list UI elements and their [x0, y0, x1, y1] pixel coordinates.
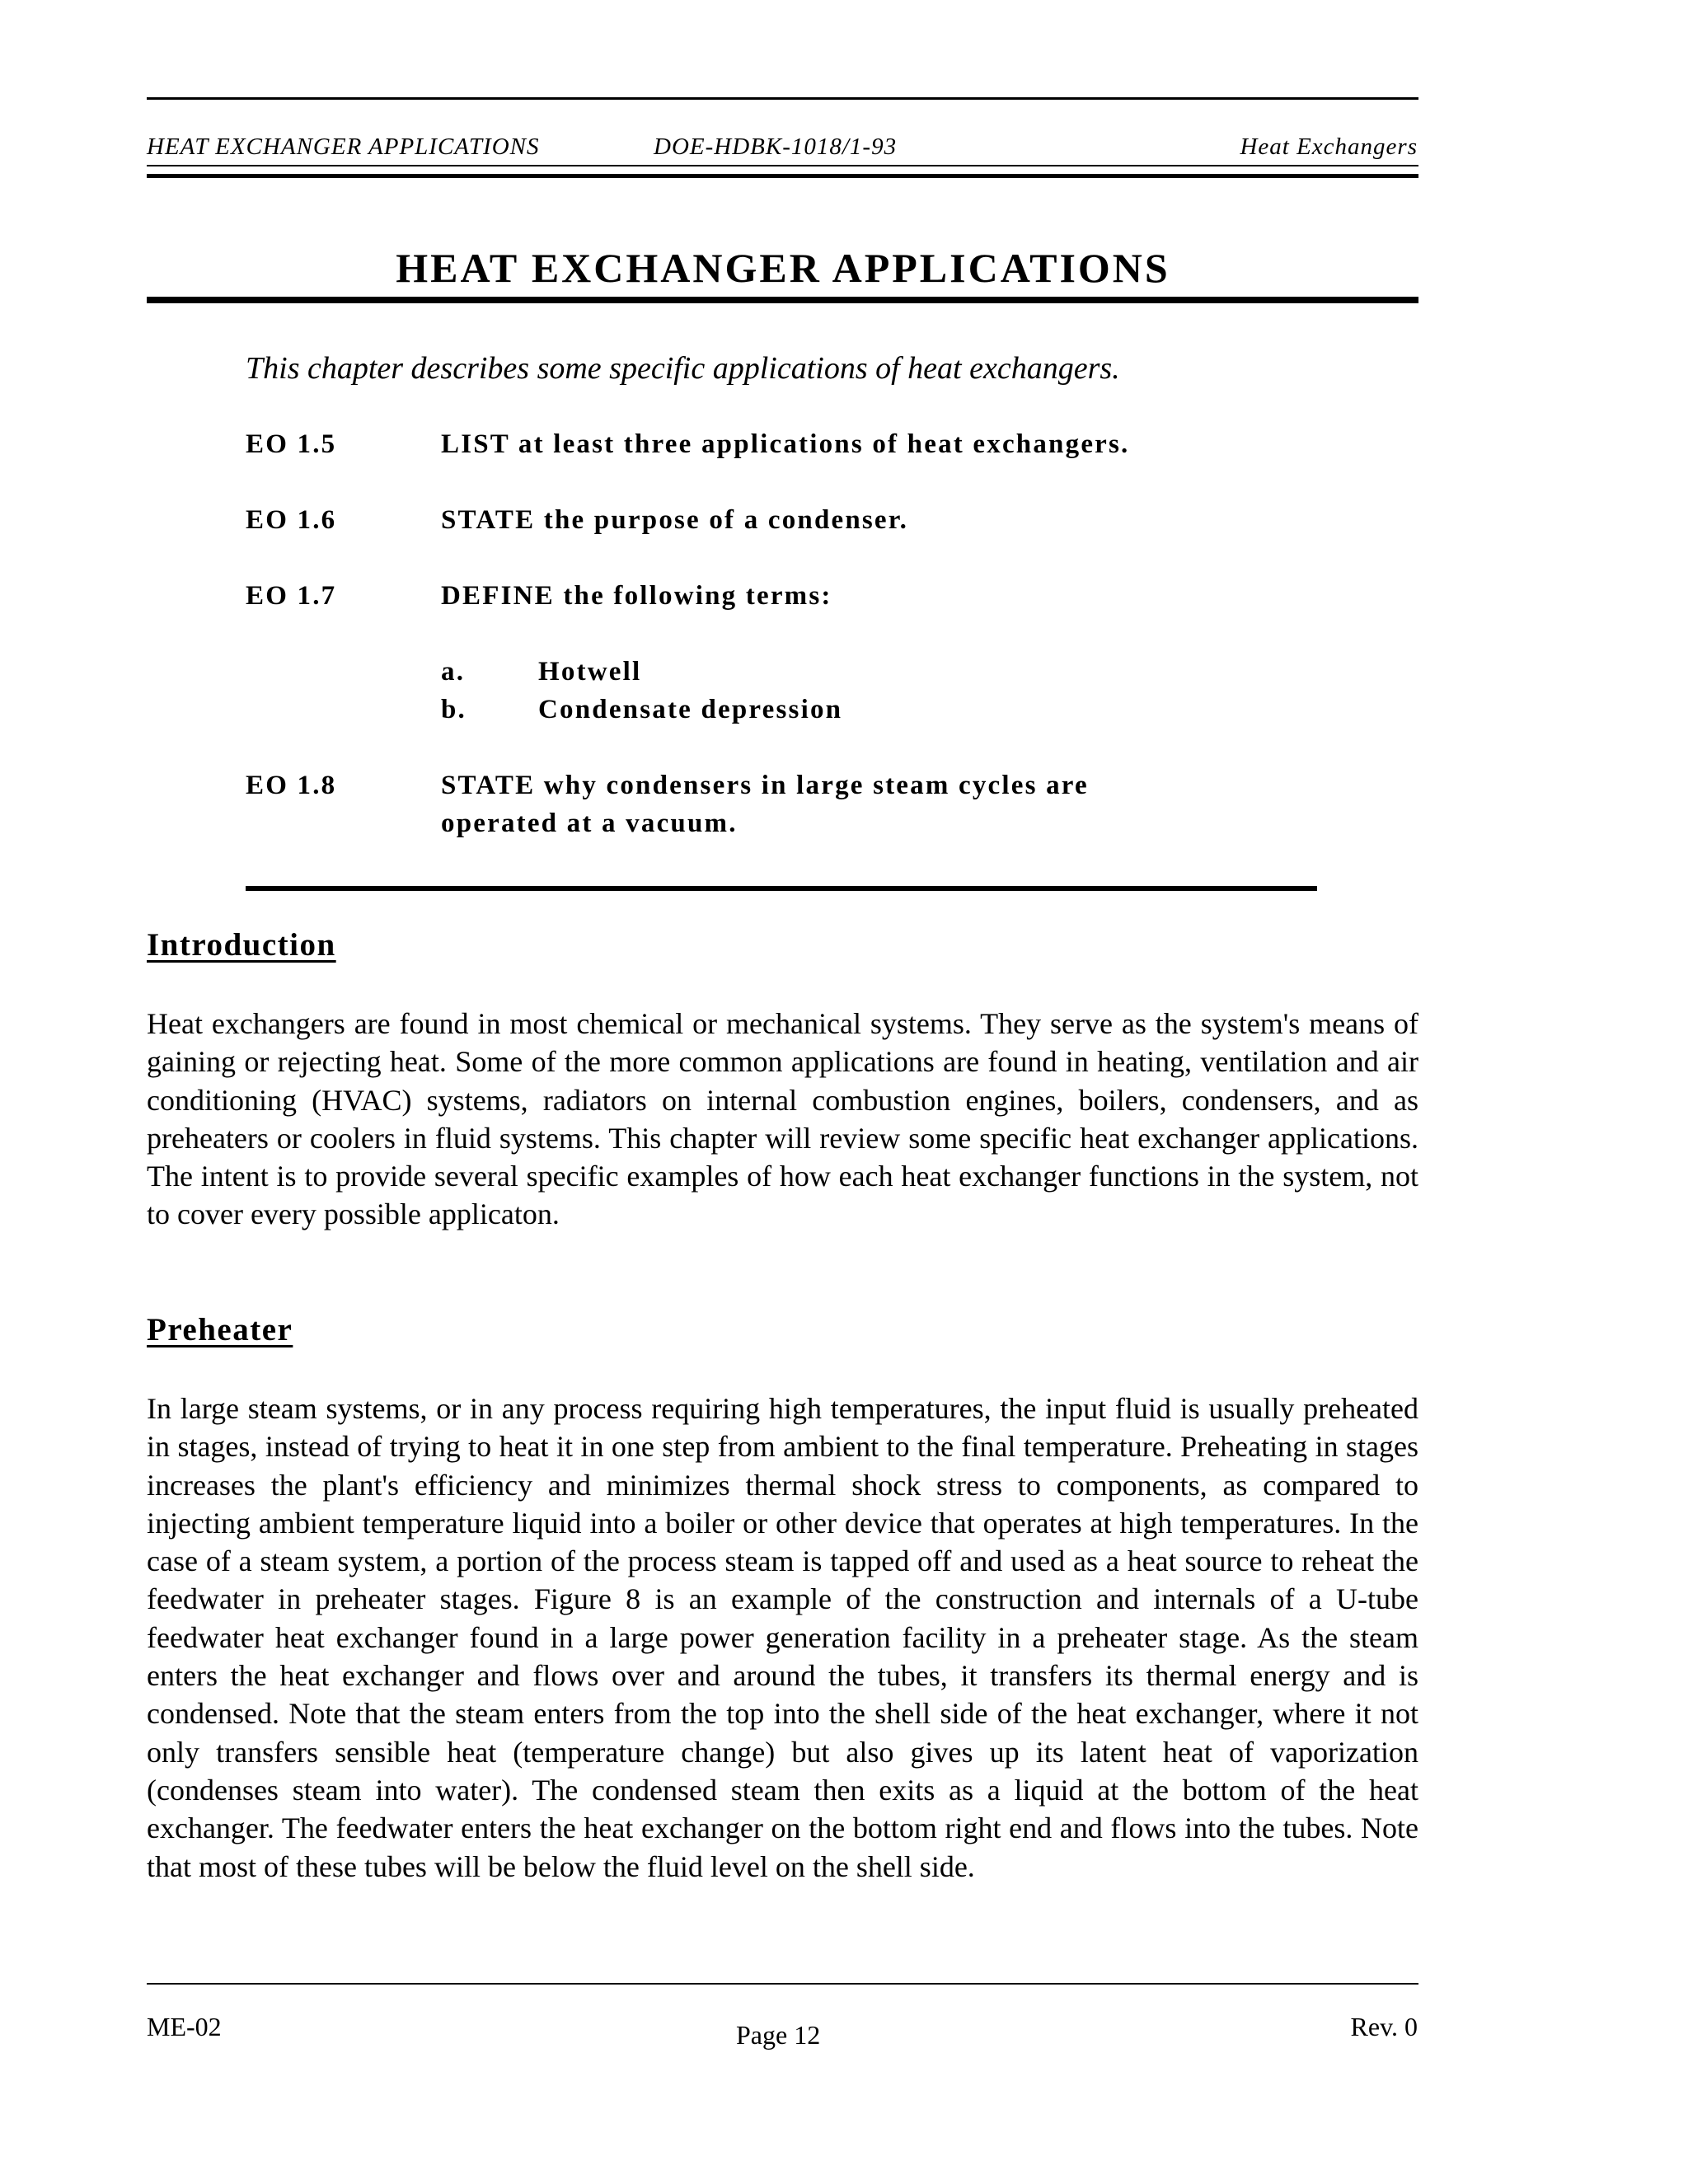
objective-text-line: STATE why condensers in large steam cycles are	[441, 771, 1089, 800]
header-left: HEAT EXCHANGER APPLICATIONS	[147, 134, 540, 160]
objective-number: EO 1.5	[246, 429, 337, 459]
term-text: Hotwell	[538, 657, 642, 687]
header-top-rule	[147, 97, 1418, 100]
objective-number: EO 1.8	[246, 771, 337, 800]
objective-text: DEFINE the following terms:	[441, 581, 832, 611]
objectives-end-rule	[246, 886, 1317, 891]
header-center: DOE-HDBK-1018/1-93	[654, 134, 898, 160]
header-bottom-rule-thin	[147, 165, 1418, 166]
objective-text: LIST at least three applications of heat exchangers.	[441, 429, 1130, 459]
term-text: Condensate depression	[538, 695, 843, 724]
header-bottom-rule-thick	[147, 174, 1418, 178]
term-letter: b.	[441, 695, 467, 724]
section-heading-introduction: Introduction	[147, 927, 336, 963]
introduction-paragraph: Heat exchangers are found in most chemical or mechanical systems. They serve as the system's means of gaining or rejecting heat. Some of the more common applications are found in heating, ventilation and air conditioning (HVAC) systems, radiators on internal combustion engines, boilers, condensers, and as preheaters or coolers in fluid systems. This chapter will review some specific heat exchanger applications. The intent is to provide several specific examples of how each heat exchanger functions in the system, not to cover every possible applicaton.	[147, 1007, 1418, 1231]
page-title: HEAT EXCHANGER APPLICATIONS	[396, 245, 1170, 291]
objective-number: EO 1.6	[246, 505, 337, 535]
chapter-intro: This chapter describes some specific applications of heat exchangers.	[246, 351, 1120, 386]
objective-number: EO 1.7	[246, 581, 337, 611]
section-heading-preheater: Preheater	[147, 1312, 293, 1347]
footer-rule	[147, 1983, 1418, 1985]
objective-text: STATE the purpose of a condenser.	[441, 505, 909, 535]
header-right: Heat Exchangers	[1240, 134, 1418, 160]
term-letter: a.	[441, 657, 466, 687]
title-underline-rule	[147, 297, 1418, 303]
footer-left: ME-02	[147, 2012, 222, 2041]
objective-text-line: operated at a vacuum.	[441, 808, 738, 838]
preheater-paragraph: In large steam systems, or in any process requiring high temperatures, the input fluid is usually preheated in stages, instead of trying to heat it in one step from ambient to the final temperature. Preheating in stages increases the plant's efficiency and minimizes thermal shock stress to components, as compared to injecting ambient temperature liquid into a boiler or other device that operates at high temperatures. In the case of a steam system, a portion of the process steam is tapped off and used as a heat source to reheat the feedwater in preheater stages. Figure 8 is an example of the construction and internals of a U-tube feedwater heat exchanger found in a large power generation facility in a preheater stage. As the steam enters the heat exchanger and flows over and around the tubes, it transfers its thermal energy and is condensed. Note that the steam enters from the top into the shell side of the heat exchanger, where it not only transfers sensible heat (temperature change) but also gives up its latent heat of vaporization (condenses steam into water). The condensed steam then exits as a liquid at the bottom of the heat exchanger. The feedwater enters the heat exchanger on the bottom right end and flows into the tubes. Note that most of these tubes will be below the fluid level on the shell side.	[147, 1392, 1418, 1883]
page-number: Page 12	[736, 2020, 821, 2050]
footer-right: Rev. 0	[1350, 2012, 1418, 2041]
